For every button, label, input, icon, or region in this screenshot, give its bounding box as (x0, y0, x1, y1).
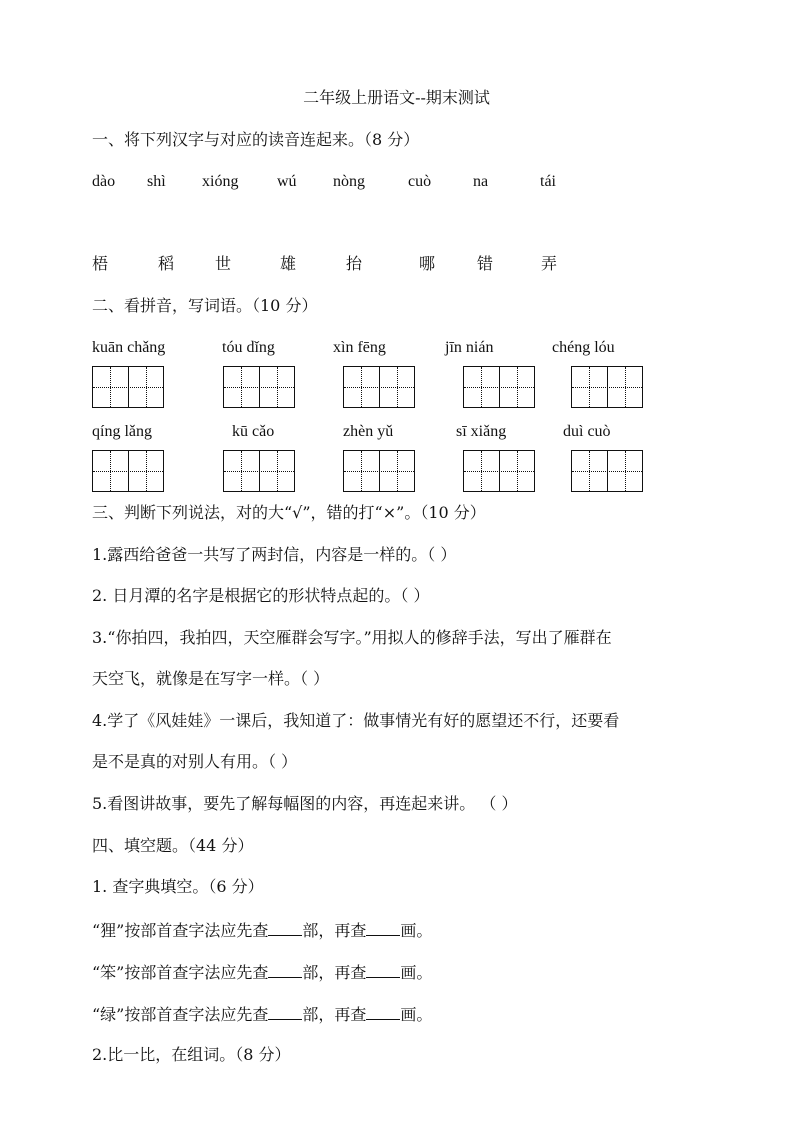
writing-grid[interactable] (571, 450, 643, 492)
pinyin-item: tái (540, 173, 556, 190)
pinyin-word: kuān chǎng (92, 339, 166, 356)
dictionary-lookup-item: “笨”按部首查字法应先查 部，再查 画。 (92, 963, 433, 982)
judgment-item: 是不是真的对别人有用。（ ） (92, 752, 298, 771)
answer-blank[interactable] (268, 961, 302, 978)
answer-blank[interactable] (366, 1003, 400, 1020)
section4-heading: 四、填空题。（44 分） (92, 836, 254, 855)
answer-blank[interactable] (366, 961, 400, 978)
section1-heading: 一、将下列汉字与对应的读音连起来。（8 分） (92, 130, 420, 149)
writing-grid[interactable] (463, 450, 535, 492)
writing-grid[interactable] (463, 366, 535, 408)
pinyin-word: xìn fēng (333, 339, 386, 356)
pinyin-item: xióng (202, 173, 239, 190)
judgment-item: 天空飞，就像是在写字一样。（ ） (92, 669, 330, 688)
character-item: 弄 (541, 254, 558, 273)
character-item: 雄 (280, 254, 297, 273)
pinyin-item: shì (147, 173, 166, 190)
section2-heading: 二、看拼音，写词语。（10 分） (92, 296, 318, 315)
answer-blank[interactable] (268, 919, 302, 936)
pinyin-word: kū cǎo (232, 423, 275, 440)
pinyin-word: qíng lǎng (92, 423, 152, 440)
judgment-item: 1.露西给爸爸一共写了两封信，内容是一样的。（ ） (92, 545, 457, 564)
pinyin-item: dào (92, 173, 116, 190)
answer-blank[interactable] (268, 1003, 302, 1020)
writing-grid[interactable] (343, 450, 415, 492)
writing-grid[interactable] (223, 450, 295, 492)
writing-grid[interactable] (223, 366, 295, 408)
writing-grid[interactable] (92, 450, 164, 492)
pinyin-word: tóu dǐng (222, 339, 275, 356)
writing-grid[interactable] (343, 366, 415, 408)
pinyin-word: zhèn yǔ (343, 423, 394, 440)
character-item: 错 (477, 254, 494, 273)
character-item: 梧 (92, 254, 109, 273)
dictionary-lookup-item: “狸”按部首查字法应先查 部，再查 画。 (92, 921, 433, 940)
character-item: 稻 (158, 254, 175, 273)
character-item: 哪 (419, 254, 436, 273)
pinyin-item: na (473, 173, 489, 190)
pinyin-word: jīn nián (445, 339, 494, 356)
pinyin-item: wú (277, 173, 297, 190)
judgment-item: 5.看图讲故事，要先了解每幅图的内容，再连起来讲。 （ ） (92, 794, 518, 813)
subquestion-2: 2.比一比，在组词。（8 分） (92, 1045, 291, 1064)
answer-blank[interactable] (366, 919, 400, 936)
judgment-item: 2. 日月潭的名字是根据它的形状特点起的。（ ） (92, 586, 430, 605)
section3-heading: 三、判断下列说法，对的大“√”，错的打“×”。（10 分） (92, 503, 486, 522)
pinyin-word: duì cuò (563, 423, 611, 440)
subquestion-1: 1. 查字典填空。（6 分） (92, 877, 264, 896)
character-item: 抬 (346, 254, 363, 273)
pinyin-item: cuò (408, 173, 432, 190)
pinyin-item: nòng (333, 173, 365, 190)
writing-grid[interactable] (571, 366, 643, 408)
judgment-item: 4.学了《风娃娃》一课后，我知道了：做事情光有好的愿望还不行，还要看 (92, 711, 620, 730)
pinyin-word: chéng lóu (552, 339, 615, 356)
dictionary-lookup-item: “绿”按部首查字法应先查 部，再查 画。 (92, 1005, 433, 1024)
writing-grid[interactable] (92, 366, 164, 408)
page-title: 二年级上册语文--期末测试 (303, 88, 490, 107)
character-item: 世 (215, 254, 232, 273)
judgment-item: 3.“你拍四，我拍四，天空雁群会写字。”用拟人的修辞手法，写出了雁群在 (92, 628, 612, 647)
pinyin-word: sī xiǎng (456, 423, 507, 440)
